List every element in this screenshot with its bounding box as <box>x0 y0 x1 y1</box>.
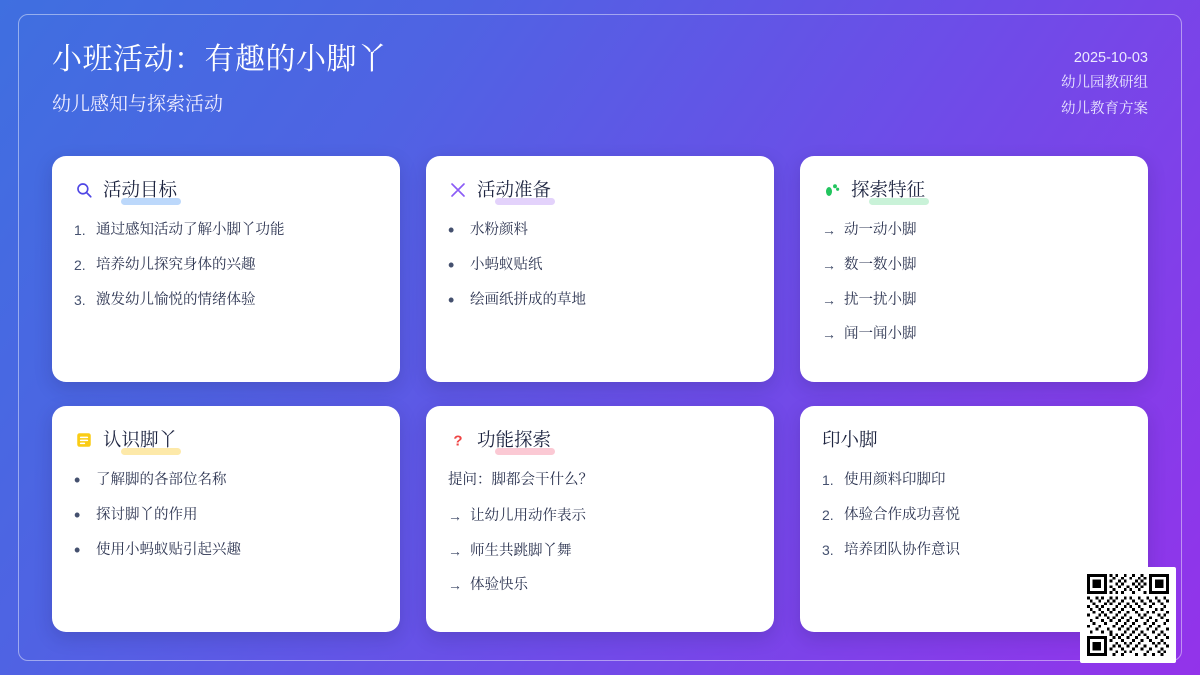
list-marker: 2. <box>74 256 86 273</box>
card-title: 印小脚 <box>822 429 878 450</box>
card-list <box>822 220 1126 346</box>
card-header <box>822 176 1126 204</box>
list-marker: 3. <box>74 291 86 308</box>
list-marker: → <box>822 291 836 308</box>
book-icon <box>74 430 94 450</box>
card-title: 探索特征 <box>851 176 925 204</box>
page-subtitle: 幼儿感知与探索活动 <box>52 93 224 115</box>
list-item <box>448 541 752 563</box>
list-item <box>822 540 1126 562</box>
card-grid <box>52 156 1148 632</box>
card-header <box>74 426 378 454</box>
card-activity-goals <box>52 156 400 382</box>
header-meta <box>1061 46 1148 122</box>
card-list <box>74 470 378 561</box>
list-item-text: 水粉颜料 <box>470 222 528 238</box>
card-explore-features <box>800 156 1148 382</box>
list-marker: 3. <box>822 541 834 558</box>
list-marker: → <box>822 326 836 343</box>
list-marker: → <box>822 256 836 273</box>
card-lead-text: 提问：脚都会干什么？ <box>448 472 593 488</box>
list-item <box>448 255 752 277</box>
card-title: 活动目标 <box>103 176 177 204</box>
qr-code[interactable] <box>1080 567 1176 663</box>
footprints-icon <box>822 180 842 200</box>
list-item-text: 培养团队协作意识 <box>844 541 960 558</box>
list-item-text: 数一数小脚 <box>844 256 917 273</box>
list-marker: • <box>448 254 455 275</box>
list-item-text: 闻一闻小脚 <box>844 326 917 343</box>
list-marker: → <box>448 542 462 559</box>
list-item-text: 激发幼儿愉悦的情绪体验 <box>96 291 256 308</box>
list-item <box>74 505 378 527</box>
list-item <box>74 470 378 492</box>
list-marker: • <box>448 220 455 240</box>
list-item-text: 了解脚的各部位名称 <box>96 472 227 488</box>
meta-org: 幼儿园教研组 <box>1061 75 1148 92</box>
list-marker: • <box>74 504 81 525</box>
card-list <box>822 470 1126 561</box>
card-title: 功能探索 <box>477 426 551 454</box>
card-title: 活动准备 <box>477 176 551 204</box>
svg-text:?: ? <box>453 432 463 449</box>
list-item <box>822 324 1126 346</box>
qr-code-image <box>1087 574 1169 656</box>
card-header <box>822 426 1126 454</box>
question-icon <box>448 430 468 450</box>
meta-category: 幼儿教育方案 <box>1061 100 1148 117</box>
list-item-text: 体验快乐 <box>470 577 528 594</box>
list-marker: 1. <box>74 222 86 238</box>
card-list <box>448 220 752 311</box>
meta-date: 2025-10-03 <box>1073 50 1148 66</box>
list-item-text: 体验合作成功喜悦 <box>844 506 960 523</box>
list-item <box>74 220 378 242</box>
list-item <box>448 575 752 597</box>
list-item-text: 培养幼儿探究身体的兴趣 <box>96 256 256 273</box>
card-know-the-foot <box>52 406 400 632</box>
list-item <box>822 290 1126 312</box>
tools-icon <box>448 180 468 200</box>
list-item <box>822 505 1126 527</box>
list-item-text: 使用颜料印脚印 <box>844 472 946 488</box>
card-header <box>448 426 752 454</box>
list-item <box>74 540 378 562</box>
list-marker: → <box>448 507 462 524</box>
card-title: 认识脚丫 <box>103 426 177 454</box>
card-header <box>74 176 378 204</box>
list-marker: • <box>74 470 81 490</box>
card-list <box>74 220 378 311</box>
slide-header <box>52 40 1148 140</box>
list-item-text: 通过感知活动了解小脚丫功能 <box>96 222 285 238</box>
card-list <box>448 506 752 597</box>
list-item <box>74 290 378 312</box>
card-function-exploration <box>426 406 774 632</box>
list-marker: → <box>448 577 462 594</box>
list-marker: • <box>74 539 81 560</box>
list-marker: • <box>448 289 455 310</box>
list-item-text: 绘画纸拼成的草地 <box>470 291 586 308</box>
list-item <box>448 290 752 312</box>
list-item-text: 让幼儿用动作表示 <box>470 507 586 524</box>
list-item <box>448 506 752 528</box>
card-activity-preparation <box>426 156 774 382</box>
list-item-text: 探讨脚丫的作用 <box>96 506 198 523</box>
list-item <box>74 255 378 277</box>
list-marker: → <box>822 222 836 238</box>
page-title: 小班活动：有趣的小脚丫 <box>52 43 388 76</box>
search-icon <box>74 180 94 200</box>
list-item-text: 扰一扰小脚 <box>844 291 917 308</box>
list-item-text: 使用小蚂蚁贴引起兴趣 <box>96 541 241 558</box>
list-marker: 1. <box>822 472 834 488</box>
list-item <box>822 220 1126 242</box>
list-item <box>822 255 1126 277</box>
list-item-text: 小蚂蚁贴纸 <box>470 256 543 273</box>
list-item-text: 师生共跳脚丫舞 <box>470 542 572 559</box>
card-header <box>448 176 752 204</box>
list-item-text: 动一动小脚 <box>844 222 917 238</box>
list-marker: 2. <box>822 506 834 523</box>
list-item <box>822 470 1126 492</box>
list-item <box>448 220 752 242</box>
